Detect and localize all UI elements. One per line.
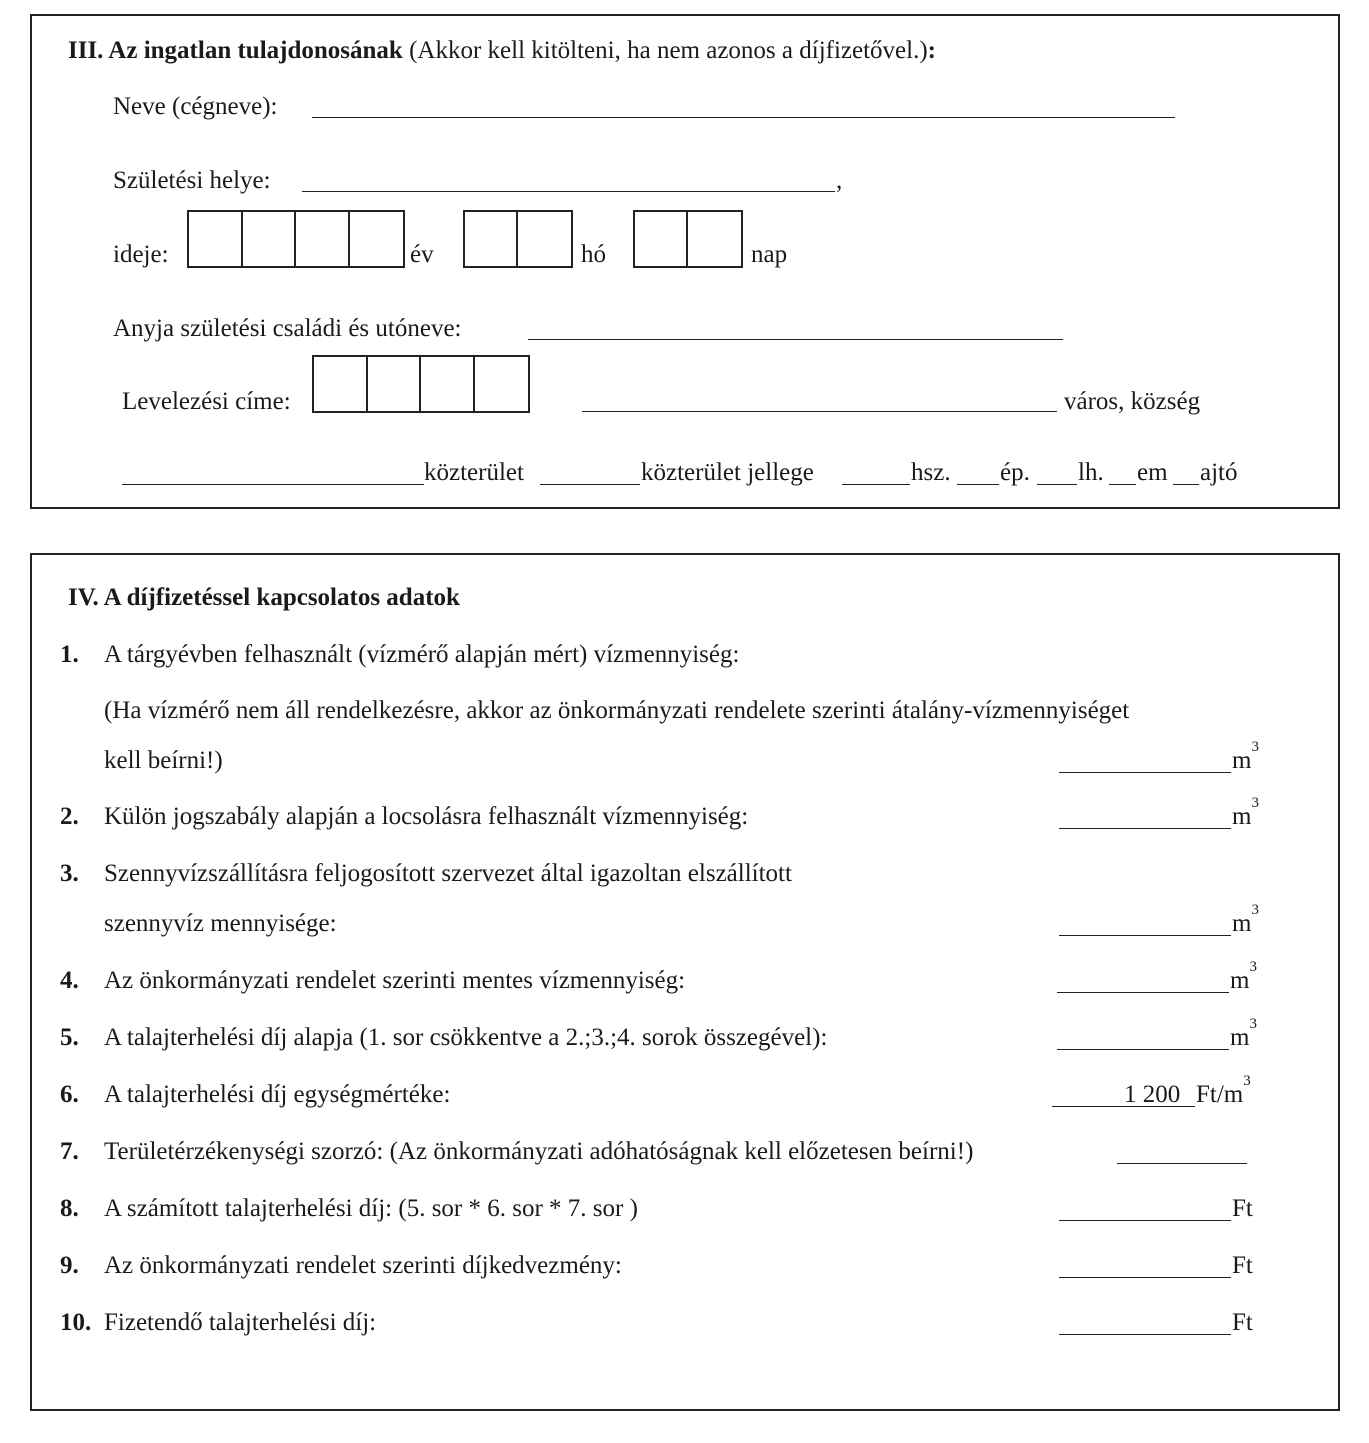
name-label: Neve (cégneve): [113,93,278,120]
section3-title-colon: : [927,37,936,64]
item-value-field[interactable] [1059,772,1231,773]
birthplace-field[interactable] [302,191,835,192]
postal-digit-box[interactable] [314,357,368,411]
month-digit-box[interactable] [465,212,518,266]
city-field[interactable] [582,411,1057,412]
item-text-note: kell beírni!) [104,747,223,774]
item-text: A számított talajterhelési díj: (5. sor * 6. sor * 7. sor ) [104,1195,638,1222]
mother-name-field[interactable] [528,339,1063,340]
birthdate-label: ideje: [113,241,169,268]
item-value-field[interactable] [1059,935,1231,936]
item-unit: $m^3$ [1230,959,1257,994]
month-digit-box[interactable] [518,212,571,266]
item-text: Szennyvízszállításra feljogosított szervezet által igazoltan elszállított [104,860,792,887]
item-value-field[interactable] [1059,1277,1231,1278]
birthplace-label: Születési helye: [113,167,271,194]
item-number: 3. [60,860,79,887]
floor-label: em [1137,459,1168,486]
postal-digit-box[interactable] [421,357,475,411]
door-label: ajtó [1200,459,1238,486]
section3-title-bold: III. Az ingatlan tulajdonosának [68,37,403,64]
building-field[interactable] [957,484,999,485]
item-text: A talajterhelési díj alapja (1. sor csökkentve a 2.;3.;4. sorok összegével): [104,1024,828,1051]
item-text: Az önkormányzati rendelet szerinti mentes vízmennyiség: [104,967,686,994]
postal-digit-box[interactable] [368,357,422,411]
section3-title-note: (Akkor kell kitölteni, ha nem azonos a díjfizetővel.) [409,37,928,64]
stair-field[interactable] [1037,484,1077,485]
item-text: A tárgyévben felhasznált (vízmérő alapján mért) vízmennyiség: [104,641,740,668]
item-value-field[interactable] [1059,1220,1231,1221]
item-unit: $m^3$ [1232,795,1259,830]
unit-rate-value: 1 200 [1124,1081,1181,1108]
item-unit: Ft [1232,1252,1253,1279]
item-unit: $m^3$ [1232,739,1259,774]
item-unit: Ft [1232,1195,1253,1222]
section4-title: IV. A díjfizetéssel kapcsolatos adatok [68,584,460,611]
postal-code-boxes[interactable] [312,355,530,413]
item-unit: $m^3$ [1232,902,1259,937]
house-number-label: hsz. [911,459,951,486]
mother-name-label: Anyja születési családi és utóneve: [113,315,462,342]
house-number-field[interactable] [842,484,910,485]
item-number: 5. [60,1024,79,1051]
item-text: Külön jogszabály alapján a locsolásra felhasznált vízmennyiség: [104,803,749,830]
floor-field[interactable] [1109,484,1136,485]
item-value-field[interactable] [1059,1334,1231,1335]
birth-month-boxes[interactable] [463,210,573,268]
item-value-field[interactable] [1057,1049,1229,1050]
item-number: 1. [60,641,79,668]
item-value-field[interactable] [1057,992,1229,993]
item-number: 9. [60,1252,79,1279]
name-field[interactable] [312,117,1175,118]
city-label: város, község [1064,388,1201,415]
year-digit-box[interactable] [189,212,243,266]
street-field[interactable] [122,484,424,485]
birth-year-boxes[interactable] [187,210,405,268]
street-type-label: közterület jellege [641,459,814,486]
year-label: év [410,241,434,268]
birthplace-comma: , [836,167,843,194]
building-label: ép. [1000,459,1030,486]
address-label: Levelezési címe: [122,388,291,415]
item-text: Az önkormányzati rendelet szerinti díjkedvezmény: [104,1252,622,1279]
year-digit-box[interactable] [243,212,297,266]
item-text: A talajterhelési díj egységmértéke: [104,1081,451,1108]
item-value-field[interactable] [1117,1163,1247,1164]
item-number: 8. [60,1195,79,1222]
item-text-note: (Ha vízmérő nem áll rendelkezésre, akkor az önkormányzati rendelete szerinti átalány-vízmennyiséget [104,697,1130,724]
item-text-cont: szennyvíz mennyisége: [104,910,337,937]
item-unit: Ft [1232,1309,1253,1336]
item-number: 6. [60,1081,79,1108]
year-digit-box[interactable] [296,212,350,266]
stair-label: lh. [1078,459,1104,486]
day-digit-box[interactable] [635,212,688,266]
birth-day-boxes[interactable] [633,210,743,268]
day-label: nap [751,241,788,268]
item-number: 7. [60,1138,79,1165]
street-label: közterület [424,459,524,486]
item-unit: $Ft/m^3$ [1196,1073,1251,1108]
door-field[interactable] [1173,484,1199,485]
item-value-field[interactable] [1059,828,1231,829]
month-label: hó [581,241,606,268]
year-digit-box[interactable] [350,212,403,266]
item-text: Fizetendő talajterhelési díj: [104,1309,377,1336]
item-unit: $m^3$ [1230,1016,1257,1051]
item-number: 10. [60,1309,92,1336]
day-digit-box[interactable] [688,212,741,266]
postal-digit-box[interactable] [475,357,528,411]
item-number: 4. [60,967,79,994]
item-text: Területérzékenységi szorzó: (Az önkormányzati adóhatóságnak kell előzetesen beírni!) [104,1138,974,1165]
section3-title [68,38,936,63]
street-type-field[interactable] [540,484,640,485]
item-number: 2. [60,803,79,830]
